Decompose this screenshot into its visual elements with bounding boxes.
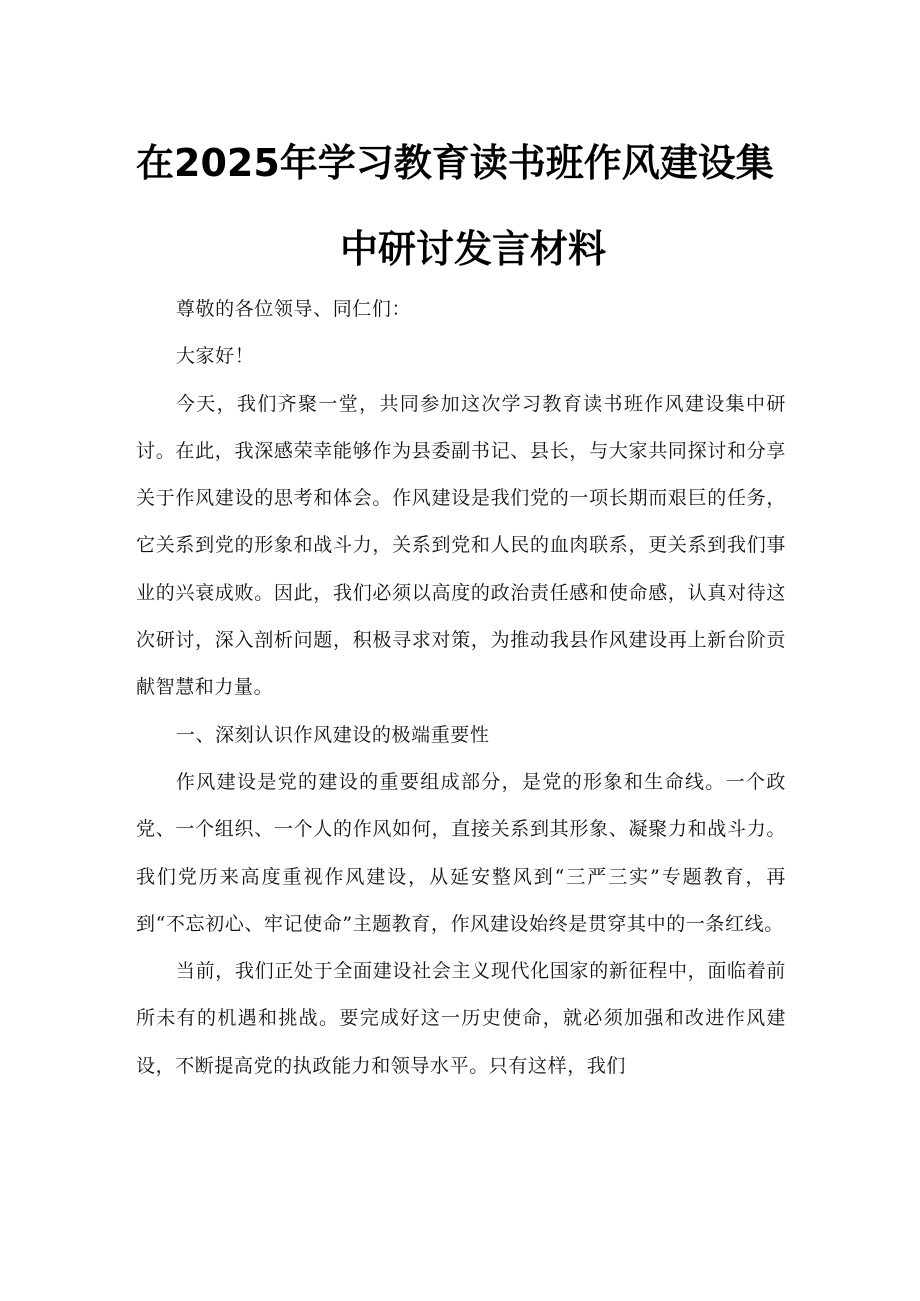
document-title-line-2: 中研讨发言材料	[340, 227, 607, 271]
section-heading-1: 一、深刻认识作风建设的极端重要性	[175, 723, 490, 746]
paragraph-importance: 作风建设是党的建设的重要组成部分，是党的形象和生命线。一个政党、一个组织、一个人的作风如何，直接关系到其形象、凝聚力和战斗力。我们党历来高度重视作风建设，从延安整风到“三严三实”专题教育，再到“不忘初心、牢记使命”主题教育，作风建设始终是贯穿其中的一条红线。	[136, 770, 786, 935]
paragraph-intro: 今天，我们齐聚一堂，共同参加这次学习教育读书班作风建设集中研讨。在此，我深感荣幸能够作为县委副书记、县长，与大家共同探讨和分享关于作风建设的思考和体会。作风建设是我们党的一项长期而艰巨的任务，它关系到党的形象和战斗力，关系到党和人民的血肉联系，更关系到我们事业的兴衰成败。因此，我们必须以高度的政治责任感和使命感，认真对待这次研讨，深入剖析问题，积极寻求对策，为推动我县作风建设再上新台阶贡献智慧和力量。	[136, 392, 786, 699]
document-title-line-1: 在2025年学习教育读书班作风建设集	[136, 141, 774, 185]
salutation: 尊敬的各位领导、同仁们：	[175, 298, 412, 320]
paragraph-current: 当前，我们正处于全面建设社会主义现代化国家的新征程中，面临着前所未有的机遇和挑战。要完成好这一历史使命，就必须加强和改进作风建设，不断提高党的执政能力和领导水平。只有这样，我们	[136, 960, 786, 1077]
document-body	[136, 286, 786, 1090]
greeting: 大家好！	[175, 345, 255, 368]
